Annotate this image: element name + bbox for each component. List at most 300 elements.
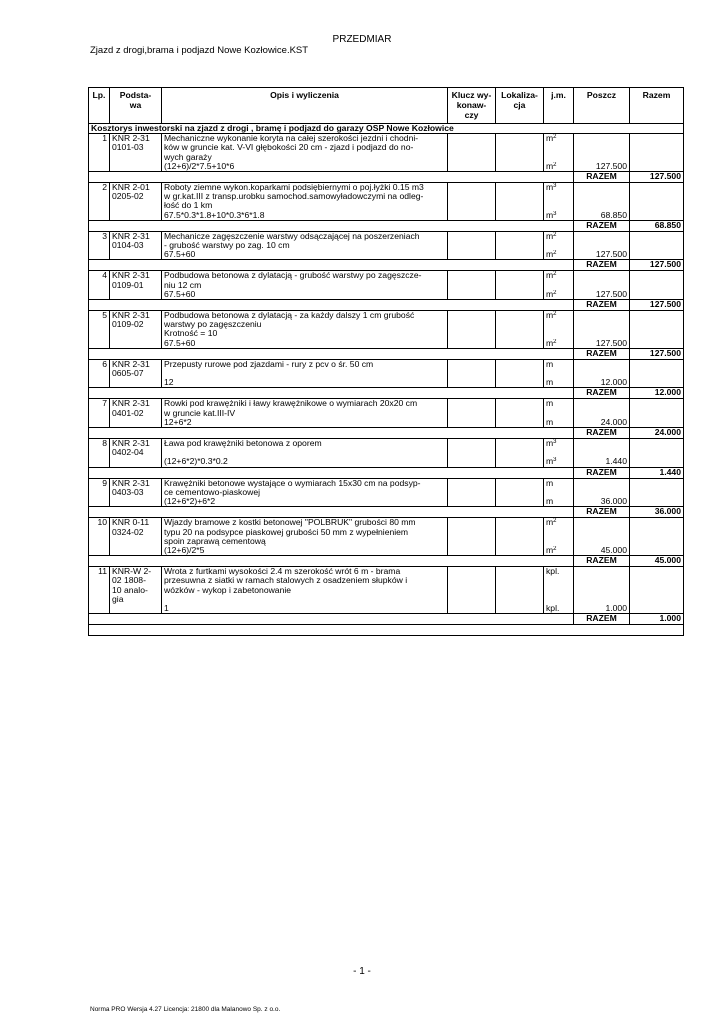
item-key	[448, 281, 496, 290]
item-razem-empty	[630, 311, 684, 321]
item-key	[448, 439, 496, 449]
total-row-spacer	[89, 428, 574, 439]
item-number: 10	[89, 518, 110, 528]
item-desc-row	[89, 153, 684, 162]
item-unit: $m^2$	[544, 231, 574, 241]
item-location	[496, 595, 544, 604]
item-calculation: 1	[162, 604, 448, 614]
item-razem-empty	[630, 546, 684, 556]
cost-estimate-table	[88, 87, 684, 636]
item-description: Ława pod krawężniki betonowa z oporem	[162, 439, 448, 449]
item-location	[496, 271, 544, 281]
item-location	[496, 567, 544, 577]
item-calculation: (12+6*2)+6*2	[162, 497, 448, 507]
item-key	[448, 134, 496, 144]
item-calculation: 67.5*0.3*1.8+10*0.3*6*1.8	[162, 211, 448, 221]
item-basis	[110, 250, 162, 260]
item-key	[448, 241, 496, 250]
item-desc-row	[89, 439, 684, 449]
item-key	[448, 311, 496, 321]
estimate-item	[89, 359, 684, 399]
item-calculation: 67.5+60	[162, 250, 448, 260]
item-poszcz-empty	[574, 369, 630, 378]
item-number: 6	[89, 359, 110, 369]
item-poszcz-empty	[574, 595, 630, 604]
item-location	[496, 399, 544, 409]
total-value: 127.500	[630, 260, 684, 271]
item-unit: m	[544, 497, 574, 507]
item-key	[448, 399, 496, 409]
item-description: Roboty ziemne wykon.koparkami podsiębiernymi o poj.łyżki 0.15 m3	[162, 183, 448, 193]
item-razem-empty	[630, 497, 684, 507]
item-key	[448, 478, 496, 488]
total-row-spacer	[89, 260, 574, 271]
item-description: Krawężniki betonowe wystające o wymiarach 15x30 cm na podsyp-	[162, 478, 448, 488]
item-razem-empty	[630, 439, 684, 449]
item-total-row	[89, 300, 684, 311]
item-number: 7	[89, 399, 110, 409]
item-calc-row	[89, 211, 684, 221]
item-unit: $m^2$	[544, 311, 574, 321]
item-basis: gia	[110, 595, 162, 604]
item-location	[496, 231, 544, 241]
item-basis: KNR 2-31	[110, 439, 162, 449]
item-razem-empty	[630, 604, 684, 614]
item-desc-row	[89, 281, 684, 290]
item-razem-empty	[630, 399, 684, 409]
item-key	[448, 250, 496, 260]
item-location	[496, 329, 544, 338]
item-key	[448, 528, 496, 537]
item-number	[89, 192, 110, 201]
item-razem-empty	[630, 528, 684, 537]
software-footer: Norma PRO Wersja 4.27 Licencja: 21800 dla Malanowo Sp. z o.o.	[90, 1006, 281, 1013]
item-description: w gruncie kat.III-IV	[162, 409, 448, 418]
item-key	[448, 201, 496, 210]
item-desc-row	[89, 567, 684, 577]
item-poszcz-empty	[574, 518, 630, 528]
item-basis: KNR 0-11	[110, 518, 162, 528]
total-value: 24.000	[630, 428, 684, 439]
item-unit: m	[544, 478, 574, 488]
item-calc-row	[89, 497, 684, 507]
estimate-item	[89, 567, 684, 625]
item-poszcz-empty	[574, 231, 630, 241]
page-number: - 1 -	[353, 966, 371, 977]
item-location	[496, 339, 544, 349]
item-desc-row	[89, 143, 684, 152]
item-poszcz-empty	[574, 409, 630, 418]
item-poszcz-empty	[574, 399, 630, 409]
item-number: 11	[89, 567, 110, 577]
total-row-spacer	[89, 614, 574, 625]
item-unit: $m^2$	[544, 271, 574, 281]
item-desc-row	[89, 369, 684, 378]
item-basis: KNR 2-31	[110, 399, 162, 409]
item-description: łość do 1 km	[162, 201, 448, 210]
item-unit: $m^2$	[544, 518, 574, 528]
total-row-spacer	[89, 348, 574, 359]
item-number	[89, 448, 110, 457]
item-calc-row	[89, 457, 684, 467]
item-total-row	[89, 388, 684, 399]
item-unit	[544, 586, 574, 595]
item-location	[496, 369, 544, 378]
total-value: 12.000	[630, 388, 684, 399]
item-razem-empty	[630, 153, 684, 162]
item-key	[448, 448, 496, 457]
item-location	[496, 518, 544, 528]
item-razem-empty	[630, 595, 684, 604]
item-location	[496, 359, 544, 369]
item-total-row	[89, 614, 684, 625]
total-row-spacer	[89, 507, 574, 518]
estimate-item	[89, 439, 684, 479]
item-poszcz-empty	[574, 192, 630, 201]
item-description	[162, 595, 448, 604]
item-unit: $m^3$	[544, 183, 574, 193]
item-razem-empty	[630, 290, 684, 300]
item-basis: 0324-02	[110, 528, 162, 537]
item-poszcz-empty	[574, 311, 630, 321]
item-poszcz-empty	[574, 448, 630, 457]
item-key	[448, 546, 496, 556]
item-total-row	[89, 507, 684, 518]
item-key	[448, 339, 496, 349]
item-location	[496, 457, 544, 467]
item-location	[496, 241, 544, 250]
item-unit	[544, 153, 574, 162]
item-location	[496, 546, 544, 556]
total-label: RAZEM	[574, 300, 630, 311]
item-unit: $m^2$	[544, 546, 574, 556]
item-total-row	[89, 467, 684, 478]
total-value: 45.000	[630, 556, 684, 567]
item-number	[89, 329, 110, 338]
item-key	[448, 378, 496, 388]
item-razem-empty	[630, 162, 684, 172]
item-description: typu 20 na podsypce piaskowej grubości 50 mm z wypełnieniem	[162, 528, 448, 537]
item-unit: kpl.	[544, 604, 574, 614]
item-key	[448, 595, 496, 604]
item-location	[496, 250, 544, 260]
item-razem-empty	[630, 567, 684, 577]
item-description	[162, 369, 448, 378]
item-location	[496, 586, 544, 595]
item-razem-empty	[630, 576, 684, 585]
item-poszcz-empty	[574, 153, 630, 162]
item-key	[448, 290, 496, 300]
total-label: RAZEM	[574, 467, 630, 478]
item-key	[448, 488, 496, 497]
item-basis: 0104-03	[110, 241, 162, 250]
item-number: 4	[89, 271, 110, 281]
item-number	[89, 250, 110, 260]
total-label: RAZEM	[574, 260, 630, 271]
item-razem-empty	[630, 537, 684, 546]
item-number	[89, 153, 110, 162]
item-poszcz-empty	[574, 439, 630, 449]
total-row-spacer	[89, 220, 574, 231]
item-total-row	[89, 556, 684, 567]
total-row-spacer	[89, 556, 574, 567]
item-poszcz: 24.000	[574, 418, 630, 428]
item-desc-row	[89, 241, 684, 250]
item-total-row	[89, 428, 684, 439]
item-unit: $m^3$	[544, 439, 574, 449]
item-number	[89, 201, 110, 210]
item-key	[448, 143, 496, 152]
item-desc-row	[89, 518, 684, 528]
item-number: 8	[89, 439, 110, 449]
item-key	[448, 567, 496, 577]
item-description: Rowki pod krawężniki i ławy krawężnikowe o wymiarach 20x20 cm	[162, 399, 448, 409]
item-key	[448, 329, 496, 338]
item-number: 5	[89, 311, 110, 321]
item-calculation: (12+6*2)*0.3*0.2	[162, 457, 448, 467]
item-desc-row	[89, 576, 684, 585]
item-calculation: 12	[162, 378, 448, 388]
total-row-spacer	[89, 388, 574, 399]
item-unit	[544, 369, 574, 378]
item-location	[496, 604, 544, 614]
item-number	[89, 457, 110, 467]
item-unit: $m^2$	[544, 250, 574, 260]
item-desc-row	[89, 271, 684, 281]
item-poszcz-empty	[574, 329, 630, 338]
item-desc-row	[89, 201, 684, 210]
item-basis: 0402-04	[110, 448, 162, 457]
item-basis: KNR 2-31	[110, 311, 162, 321]
total-value: 36.000	[630, 507, 684, 518]
item-unit: $m^2$	[544, 339, 574, 349]
item-unit: m	[544, 399, 574, 409]
item-number: 2	[89, 183, 110, 193]
item-key	[448, 211, 496, 221]
item-number	[89, 162, 110, 172]
item-basis	[110, 290, 162, 300]
total-label: RAZEM	[574, 388, 630, 399]
item-description: wózków - wykop i zabetonowanie	[162, 586, 448, 595]
item-location	[496, 153, 544, 162]
item-description: w gr.kat.III z transp.urobku samochod.samowyładowczymi na odleg-	[162, 192, 448, 201]
item-number	[89, 497, 110, 507]
item-calc-row	[89, 604, 684, 614]
item-description: Wjazdy bramowe z kostki betonowej "POLBRUK" grubości 80 mm	[162, 518, 448, 528]
item-razem-empty	[630, 143, 684, 152]
item-calculation: 12+6*2	[162, 418, 448, 428]
item-razem-empty	[630, 134, 684, 144]
item-location	[496, 439, 544, 449]
item-razem-empty	[630, 448, 684, 457]
item-desc-row	[89, 448, 684, 457]
total-value: 127.500	[630, 348, 684, 359]
item-description: ków w gruncie kat. V-VI głębokości 20 cm - zjazd i podjazd do no-	[162, 143, 448, 152]
item-key	[448, 518, 496, 528]
item-location	[496, 537, 544, 546]
item-description: Mechaniczne wykonanie koryta na całej szerokości jezdni i chodni-	[162, 134, 448, 144]
item-unit	[544, 576, 574, 585]
total-value: 1.440	[630, 467, 684, 478]
item-desc-row	[89, 311, 684, 321]
item-poszcz-empty	[574, 281, 630, 290]
item-basis: 0101-03	[110, 143, 162, 152]
estimate-item	[89, 399, 684, 439]
item-number	[89, 409, 110, 418]
item-poszcz: 12.000	[574, 378, 630, 388]
item-unit	[544, 201, 574, 210]
item-poszcz-empty	[574, 567, 630, 577]
estimate-item	[89, 231, 684, 271]
item-location	[496, 418, 544, 428]
item-unit	[544, 281, 574, 290]
item-desc-row	[89, 399, 684, 409]
item-basis	[110, 604, 162, 614]
item-razem-empty	[630, 250, 684, 260]
item-location	[496, 497, 544, 507]
item-calc-row	[89, 378, 684, 388]
item-key	[448, 457, 496, 467]
item-total-row	[89, 260, 684, 271]
item-basis: KNR 2-31	[110, 134, 162, 144]
item-location	[496, 290, 544, 300]
item-location	[496, 211, 544, 221]
item-basis	[110, 201, 162, 210]
total-value: 68.850	[630, 220, 684, 231]
item-razem-empty	[630, 586, 684, 595]
item-razem-empty	[630, 211, 684, 221]
item-razem-empty	[630, 271, 684, 281]
item-key	[448, 153, 496, 162]
item-poszcz: 127.500	[574, 162, 630, 172]
item-poszcz-empty	[574, 537, 630, 546]
section-row	[89, 124, 684, 134]
item-razem-empty	[630, 192, 684, 201]
total-label: RAZEM	[574, 172, 630, 183]
item-key	[448, 418, 496, 428]
estimate-item	[89, 518, 684, 567]
item-key	[448, 192, 496, 201]
item-location	[496, 320, 544, 329]
item-location	[496, 528, 544, 537]
item-razem-empty	[630, 329, 684, 338]
item-basis: KNR-W 2-	[110, 567, 162, 577]
item-location	[496, 378, 544, 388]
item-unit	[544, 537, 574, 546]
item-poszcz-empty	[574, 488, 630, 497]
item-razem-empty	[630, 183, 684, 193]
item-description: warstwy po zagęszczeniu	[162, 320, 448, 329]
item-number	[89, 537, 110, 546]
item-location	[496, 448, 544, 457]
item-unit: m	[544, 378, 574, 388]
item-unit: m	[544, 359, 574, 369]
item-description: niu 12 cm	[162, 281, 448, 290]
item-poszcz-empty	[574, 134, 630, 144]
item-number	[89, 378, 110, 388]
col-unit: j.m.	[544, 88, 574, 124]
total-label: RAZEM	[574, 614, 630, 625]
item-basis: 0109-02	[110, 320, 162, 329]
item-desc-row	[89, 537, 684, 546]
item-razem-empty	[630, 457, 684, 467]
item-location	[496, 143, 544, 152]
item-basis	[110, 211, 162, 221]
item-calc-row	[89, 290, 684, 300]
item-poszcz: 36.000	[574, 497, 630, 507]
item-poszcz: 1.000	[574, 604, 630, 614]
item-unit	[544, 595, 574, 604]
total-label: RAZEM	[574, 507, 630, 518]
item-number: 1	[89, 134, 110, 144]
item-basis: 0109-01	[110, 281, 162, 290]
item-number	[89, 241, 110, 250]
item-description: Krotność = 10	[162, 329, 448, 338]
item-key	[448, 359, 496, 369]
item-number	[89, 369, 110, 378]
item-poszcz-empty	[574, 478, 630, 488]
item-unit	[544, 192, 574, 201]
item-basis	[110, 153, 162, 162]
item-unit	[544, 528, 574, 537]
item-razem-empty	[630, 488, 684, 497]
item-unit	[544, 329, 574, 338]
item-basis	[110, 339, 162, 349]
total-label: RAZEM	[574, 556, 630, 567]
item-basis	[110, 329, 162, 338]
item-key	[448, 604, 496, 614]
item-key	[448, 576, 496, 585]
item-unit: $m^2$	[544, 134, 574, 144]
item-key	[448, 183, 496, 193]
item-basis: KNR 2-31	[110, 271, 162, 281]
item-description: Podbudowa betonowa z dylatacją - grubość warstwy po zagęszcze-	[162, 271, 448, 281]
document-title: PRZEDMIAR	[332, 34, 392, 45]
total-value: 127.500	[630, 172, 684, 183]
item-location	[496, 478, 544, 488]
item-razem-empty	[630, 478, 684, 488]
item-basis: 0401-02	[110, 409, 162, 418]
col-key: Klucz wy- konaw- czy	[448, 88, 496, 124]
item-description: wych garaży	[162, 153, 448, 162]
item-unit: kpl.	[544, 567, 574, 577]
item-description	[162, 448, 448, 457]
item-desc-row	[89, 595, 684, 604]
item-number: 9	[89, 478, 110, 488]
item-description: spoin zaprawą cementową	[162, 537, 448, 546]
item-calc-row	[89, 250, 684, 260]
item-total-row	[89, 348, 684, 359]
item-poszcz: 127.500	[574, 250, 630, 260]
item-description: Przepusty rurowe pod zjazdami - rury z pcv o śr. 50 cm	[162, 359, 448, 369]
item-razem-empty	[630, 409, 684, 418]
item-unit	[544, 320, 574, 329]
item-calculation: (12+6)/2*7.5+10*6	[162, 162, 448, 172]
item-key	[448, 271, 496, 281]
item-basis	[110, 378, 162, 388]
item-poszcz: 1.440	[574, 457, 630, 467]
item-basis: KNR 2-31	[110, 359, 162, 369]
item-unit: $m^3$	[544, 211, 574, 221]
item-basis: 0605-07	[110, 369, 162, 378]
total-label: RAZEM	[574, 220, 630, 231]
item-key	[448, 586, 496, 595]
total-value: 127.500	[630, 300, 684, 311]
item-location	[496, 488, 544, 497]
item-poszcz-empty	[574, 183, 630, 193]
item-basis: 0205-02	[110, 192, 162, 201]
item-basis	[110, 546, 162, 556]
